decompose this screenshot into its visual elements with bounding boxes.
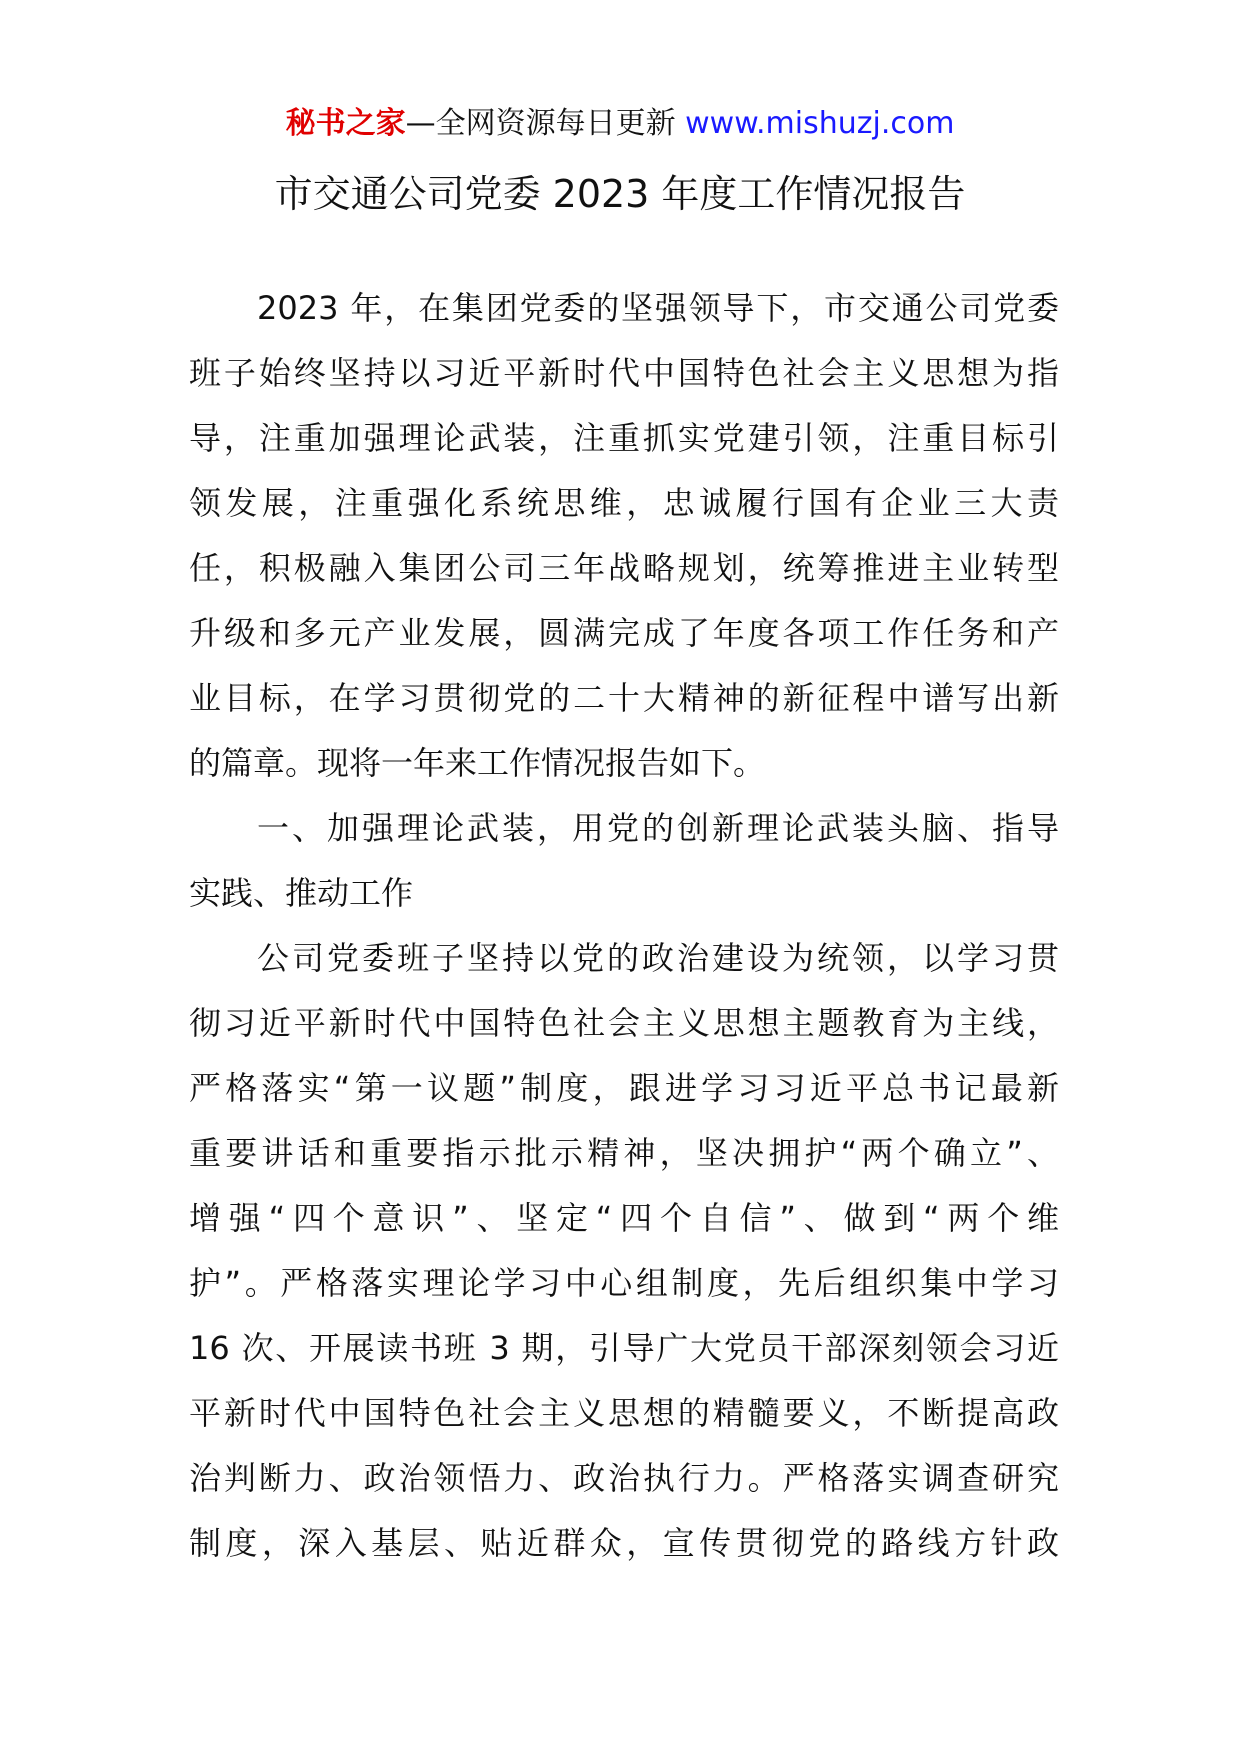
section-heading-line: 实践、推动工作 <box>189 874 414 912</box>
paragraph-line: 16 次、开展读书班 3 期，引导广大党员干部深刻领会习近 <box>189 1329 1059 1367</box>
paragraph-line: 彻习近平新时代中国特色社会主义思想主题教育为主线， <box>189 1004 1059 1042</box>
paragraph-line: 的篇章。现将一年来工作情况报告如下。 <box>189 744 766 782</box>
paragraph-line: 公司党委班子坚持以党的政治建设为统领，以学习贯 <box>257 939 1059 977</box>
section-heading-line: 一、加强理论武装，用党的创新理论武装头脑、指导 <box>257 809 1059 847</box>
paragraph-line: 治判断力、政治领悟力、政治执行力。严格落实调查研究 <box>189 1459 1059 1497</box>
paragraph-line: 班子始终坚持以习近平新时代中国特色社会主义思想为指 <box>189 354 1059 392</box>
document-title: 市交通公司党委 2023 年度工作情况报告 <box>274 172 966 216</box>
document-body <box>189 286 1059 1586</box>
paragraph-line: 制度，深入基层、贴近群众，宣传贯彻党的路线方针政 <box>189 1524 1059 1562</box>
brand-name: 秘书之家 <box>285 106 406 141</box>
paragraph-line: 护”。严格落实理论学习中心组制度，先后组织集中学习 <box>189 1264 1059 1302</box>
paragraph-line: 严格落实“第一议题”制度，跟进学习习近平总书记最新 <box>189 1069 1059 1107</box>
paragraph-line: 领发展，注重强化系统思维，忠诚履行国有企业三大责 <box>189 484 1059 522</box>
paragraph-line: 平新时代中国特色社会主义思想的精髓要义，不断提高政 <box>189 1394 1059 1432</box>
paragraph-line: 导，注重加强理论武装，注重抓实党建引领，注重目标引 <box>189 419 1059 457</box>
paragraph-line: 增强“四个意识”、坚定“四个自信”、做到“两个维 <box>189 1199 1059 1237</box>
paragraph-line: 升级和多元产业发展，圆满完成了年度各项工作任务和产 <box>189 614 1059 652</box>
paragraph-line: 任，积极融入集团公司三年战略规划，统筹推进主业转型 <box>189 549 1059 587</box>
paragraph-line: 2023 年，在集团党委的坚强领导下，市交通公司党委 <box>257 289 1059 327</box>
paragraph-line: 业目标，在学习贯彻党的二十大精神的新征程中谱写出新 <box>189 679 1059 717</box>
paragraph-line: 重要讲话和重要指示批示精神，坚决拥护“两个确立”、 <box>189 1134 1059 1172</box>
banner-tagline: —全网资源每日更新 <box>405 106 686 141</box>
site-banner <box>0 102 1240 146</box>
site-url-link[interactable]: www.mishuzj.com <box>685 106 955 141</box>
